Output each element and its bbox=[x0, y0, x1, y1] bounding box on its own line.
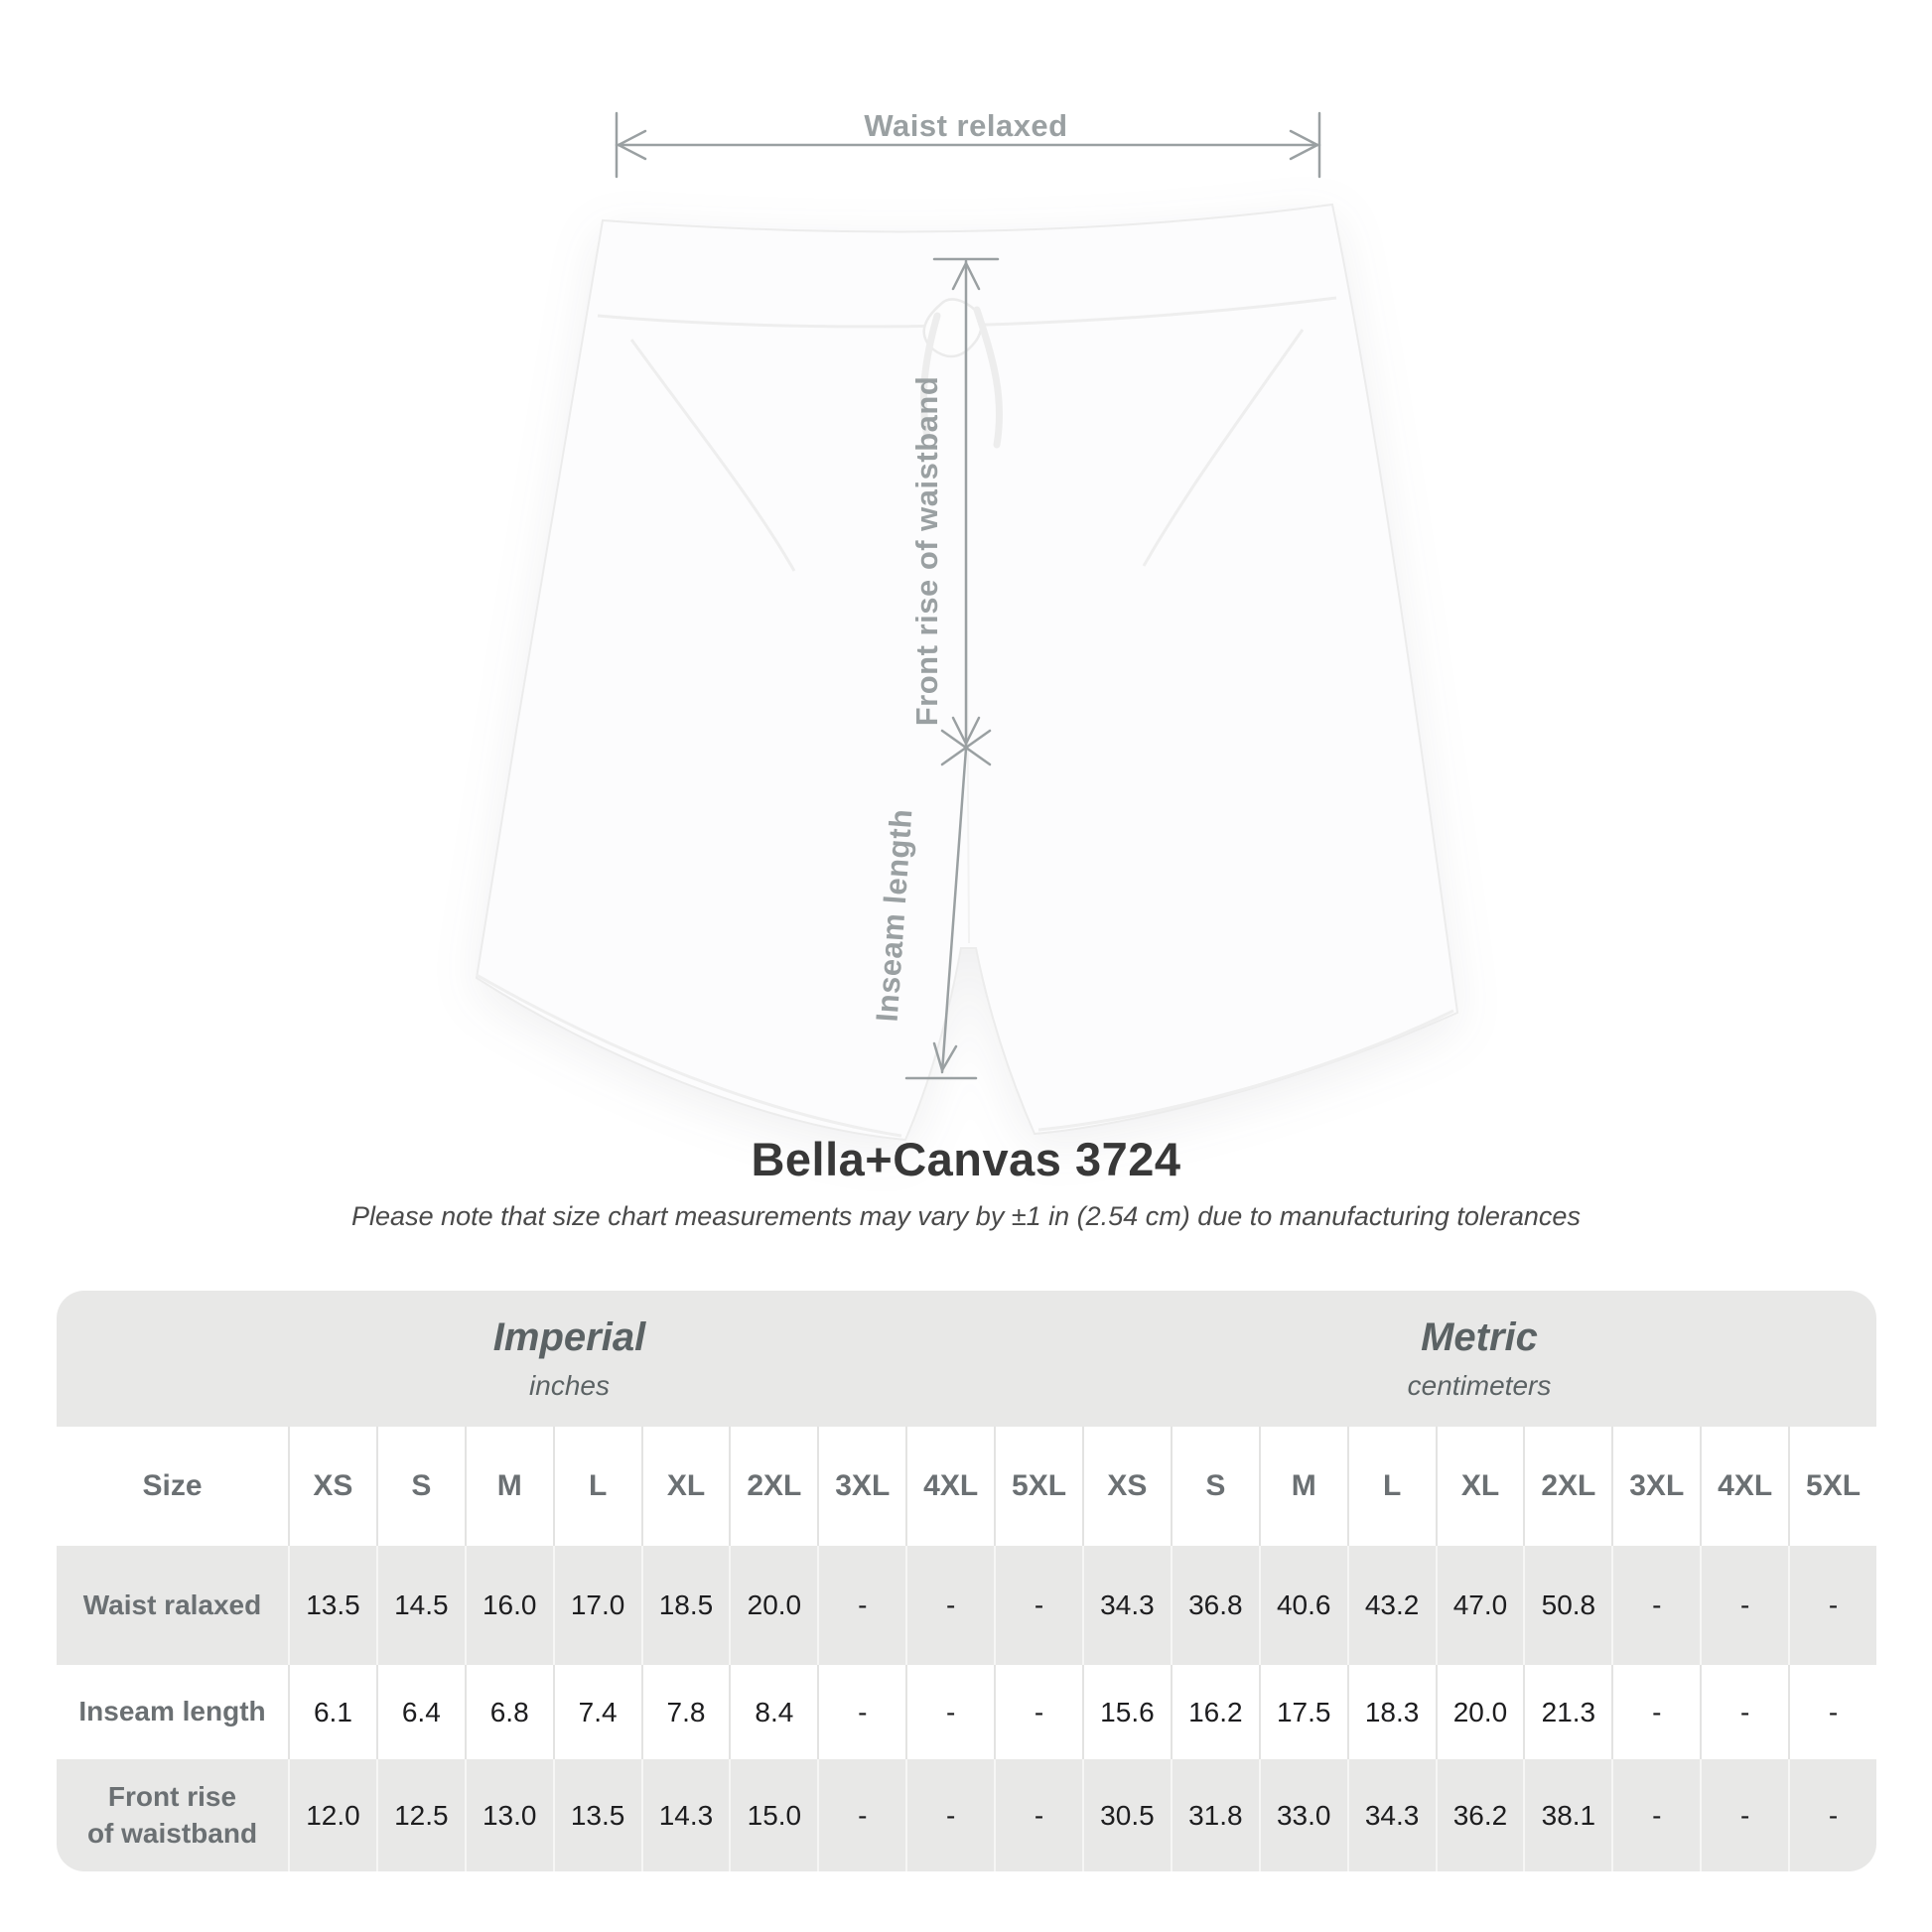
table-row-front-rise bbox=[57, 1759, 1876, 1871]
waist-imperial-3xl: - bbox=[817, 1546, 905, 1665]
size-col-metric-l: L bbox=[1347, 1427, 1436, 1546]
page-title: Bella+Canvas 3724 bbox=[751, 1133, 1181, 1185]
frontrise-imperial-m: 13.0 bbox=[465, 1759, 553, 1871]
front-rise-label: Front rise of waistband bbox=[909, 375, 944, 727]
size-column-header: Size bbox=[142, 1469, 203, 1502]
frontrise-metric-xs: 30.5 bbox=[1082, 1759, 1171, 1871]
units-band bbox=[57, 1291, 1876, 1427]
table-row-inseam bbox=[57, 1665, 1876, 1759]
inseam-imperial-xl: 7.8 bbox=[641, 1665, 730, 1759]
waist-imperial-5xl: - bbox=[994, 1546, 1082, 1665]
size-col-imperial-3xl: 3XL bbox=[817, 1427, 905, 1546]
frontrise-metric-s: 31.8 bbox=[1171, 1759, 1259, 1871]
waist-relaxed-label: Waist relaxed bbox=[864, 108, 1068, 143]
frontrise-metric-2xl: 38.1 bbox=[1523, 1759, 1611, 1871]
size-col-imperial-s: S bbox=[376, 1427, 465, 1546]
waist-metric-3xl: - bbox=[1611, 1546, 1700, 1665]
metric-title: Metric bbox=[1421, 1315, 1538, 1359]
inseam-metric-m: 17.5 bbox=[1259, 1665, 1347, 1759]
waist-imperial-4xl: - bbox=[905, 1546, 994, 1665]
size-col-imperial-m: M bbox=[465, 1427, 553, 1546]
size-col-imperial-xs: XS bbox=[288, 1427, 376, 1546]
inseam-imperial-4xl: - bbox=[905, 1665, 994, 1759]
waist-imperial-s: 14.5 bbox=[376, 1546, 465, 1665]
metric-section-header bbox=[1082, 1291, 1876, 1427]
frontrise-imperial-3xl: - bbox=[817, 1759, 905, 1871]
size-col-imperial-5xl: 5XL bbox=[994, 1427, 1082, 1546]
size-col-metric-xl: XL bbox=[1436, 1427, 1524, 1546]
size-col-metric-xs: XS bbox=[1082, 1427, 1171, 1546]
size-header-row bbox=[57, 1427, 1876, 1546]
frontrise-metric-xl: 36.2 bbox=[1436, 1759, 1524, 1871]
waist-metric-s: 36.8 bbox=[1171, 1546, 1259, 1665]
imperial-subtitle: inches bbox=[529, 1370, 610, 1401]
imperial-section-header bbox=[57, 1291, 1082, 1427]
inseam-metric-3xl: - bbox=[1611, 1665, 1700, 1759]
waist-imperial-xs: 13.5 bbox=[288, 1546, 376, 1665]
waist-metric-xl: 47.0 bbox=[1436, 1546, 1524, 1665]
waist-metric-l: 43.2 bbox=[1347, 1546, 1436, 1665]
metric-subtitle: centimeters bbox=[1407, 1370, 1552, 1401]
inseam-metric-xl: 20.0 bbox=[1436, 1665, 1524, 1759]
frontrise-imperial-5xl: - bbox=[994, 1759, 1082, 1871]
frontrise-metric-m: 33.0 bbox=[1259, 1759, 1347, 1871]
size-col-imperial-xl: XL bbox=[641, 1427, 730, 1546]
size-col-imperial-2xl: 2XL bbox=[729, 1427, 817, 1546]
inseam-imperial-xs: 6.1 bbox=[288, 1665, 376, 1759]
frontrise-imperial-xl: 14.3 bbox=[641, 1759, 730, 1871]
inseam-metric-xs: 15.6 bbox=[1082, 1665, 1171, 1759]
size-col-metric-3xl: 3XL bbox=[1611, 1427, 1700, 1546]
frontrise-imperial-4xl: - bbox=[905, 1759, 994, 1871]
waist-imperial-xl: 18.5 bbox=[641, 1546, 730, 1665]
inseam-metric-s: 16.2 bbox=[1171, 1665, 1259, 1759]
inseam-imperial-2xl: 8.4 bbox=[729, 1665, 817, 1759]
inseam-imperial-5xl: - bbox=[994, 1665, 1082, 1759]
size-col-imperial-4xl: 4XL bbox=[905, 1427, 994, 1546]
frontrise-imperial-2xl: 15.0 bbox=[729, 1759, 817, 1871]
inseam-metric-l: 18.3 bbox=[1347, 1665, 1436, 1759]
waist-metric-5xl: - bbox=[1788, 1546, 1876, 1665]
row-label-line: of waistband bbox=[86, 1817, 258, 1849]
inseam-imperial-s: 6.4 bbox=[376, 1665, 465, 1759]
waist-imperial-l: 17.0 bbox=[553, 1546, 641, 1665]
inseam-imperial-3xl: - bbox=[817, 1665, 905, 1759]
waist-imperial-2xl: 20.0 bbox=[729, 1546, 817, 1665]
waist-metric-2xl: 50.8 bbox=[1523, 1546, 1611, 1665]
row-label-front-rise bbox=[57, 1759, 288, 1871]
size-chart-table bbox=[57, 1291, 1876, 1871]
frontrise-metric-4xl: - bbox=[1700, 1759, 1788, 1871]
row-label-line: Inseam length bbox=[78, 1696, 266, 1727]
row-label-inseam bbox=[57, 1665, 288, 1759]
size-col-metric-4xl: 4XL bbox=[1700, 1427, 1788, 1546]
row-label-line: Front rise bbox=[107, 1781, 237, 1813]
size-col-metric-5xl: 5XL bbox=[1788, 1427, 1876, 1546]
tolerance-note: Please note that size chart measurements may vary by ±1 in (2.54 cm) due to manufacturing tolerances bbox=[351, 1201, 1581, 1231]
row-label-waist bbox=[57, 1546, 288, 1665]
frontrise-metric-3xl: - bbox=[1611, 1759, 1700, 1871]
frontrise-metric-5xl: - bbox=[1788, 1759, 1876, 1871]
waist-imperial-m: 16.0 bbox=[465, 1546, 553, 1665]
imperial-title: Imperial bbox=[492, 1315, 646, 1359]
frontrise-imperial-l: 13.5 bbox=[553, 1759, 641, 1871]
table-row-waist bbox=[57, 1546, 1876, 1665]
size-col-imperial-l: L bbox=[553, 1427, 641, 1546]
frontrise-metric-l: 34.3 bbox=[1347, 1759, 1436, 1871]
inseam-metric-4xl: - bbox=[1700, 1665, 1788, 1759]
waist-metric-xs: 34.3 bbox=[1082, 1546, 1171, 1665]
size-col-metric-s: S bbox=[1171, 1427, 1259, 1546]
size-col-metric-2xl: 2XL bbox=[1523, 1427, 1611, 1546]
inseam-metric-5xl: - bbox=[1788, 1665, 1876, 1759]
frontrise-imperial-xs: 12.0 bbox=[288, 1759, 376, 1871]
waist-metric-m: 40.6 bbox=[1259, 1546, 1347, 1665]
row-label-line: Waist ralaxed bbox=[82, 1588, 262, 1620]
size-col-metric-m: M bbox=[1259, 1427, 1347, 1546]
inseam-metric-2xl: 21.3 bbox=[1523, 1665, 1611, 1759]
inseam-imperial-l: 7.4 bbox=[553, 1665, 641, 1759]
waist-metric-4xl: - bbox=[1700, 1546, 1788, 1665]
inseam-imperial-m: 6.8 bbox=[465, 1665, 553, 1759]
inseam-length-label: Inseam length bbox=[869, 807, 919, 1024]
frontrise-imperial-s: 12.5 bbox=[376, 1759, 465, 1871]
